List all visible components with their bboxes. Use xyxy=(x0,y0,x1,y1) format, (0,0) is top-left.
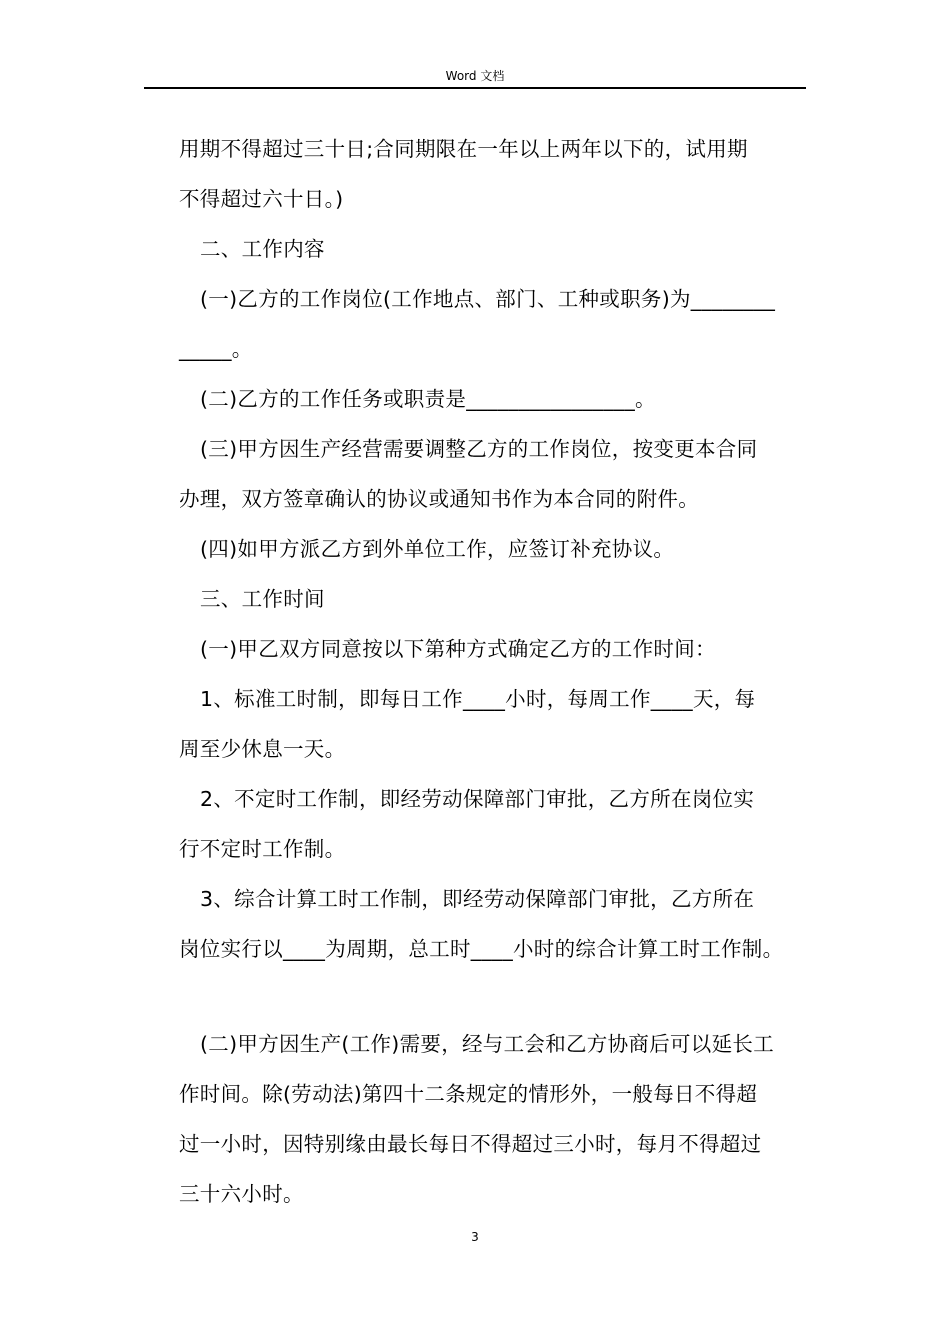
page-header: Word 文档 xyxy=(445,69,505,83)
section-heading: 二、工作内容 xyxy=(200,237,325,261)
paragraph-line: (二)甲方因生产(工作)需要，经与工会和乙方协商后可以延长工 xyxy=(200,1032,774,1056)
paragraph-line: 行不定时工作制。 xyxy=(179,837,346,861)
paragraph-line: 1、标准工时制，即每日工作____小时，每周工作____天，每 xyxy=(200,687,756,711)
paragraph-line: 岗位实行以____为周期，总工时____小时的综合计算工时工作制。 xyxy=(179,937,784,961)
paragraph-line: (四)如甲方派乙方到外单位工作，应签订补充协议。 xyxy=(200,537,675,561)
paragraph-line: (三)甲方因生产经营需要调整乙方的工作岗位，按变更本合同 xyxy=(200,437,758,461)
section-heading: 三、工作时间 xyxy=(200,587,325,611)
paragraph-line: 过一小时，因特别缘由最长每日不得超过三小时，每月不得超过 xyxy=(179,1132,762,1156)
paragraph-line: _____。 xyxy=(179,337,253,361)
paragraph-line: 作时间。除(劳动法)第四十二条规定的情形外，一般每日不得超 xyxy=(179,1082,758,1106)
page-number: 3 xyxy=(471,1230,479,1244)
paragraph-spacer xyxy=(179,974,819,1019)
paragraph-line: (一)乙方的工作岗位(工作地点、部门、工种或职务)为________ xyxy=(200,287,776,311)
paragraph-line: 3、综合计算工时工作制，即经劳动保障部门审批，乙方所在 xyxy=(200,887,755,911)
paragraph-line: 周至少休息一天。 xyxy=(179,737,346,761)
paragraph-line: (一)甲乙双方同意按以下第种方式确定乙方的工作时间： xyxy=(200,637,716,661)
paragraph-line: 不得超过六十日。) xyxy=(179,187,344,211)
paragraph-line: 用期不得超过三十日;合同期限在一年以上两年以下的，试用期 xyxy=(179,137,748,161)
paragraph-line: 办理，双方签章确认的协议或通知书作为本合同的附件。 xyxy=(179,487,699,511)
paragraph-line: (二)乙方的工作任务或职责是________________。 xyxy=(200,387,656,411)
paragraph-line: 三十六小时。 xyxy=(179,1182,304,1206)
paragraph-line: 2、不定时工作制，即经劳动保障部门审批，乙方所在岗位实 xyxy=(200,787,755,811)
document-body xyxy=(179,124,819,1219)
header-rule xyxy=(144,87,806,89)
